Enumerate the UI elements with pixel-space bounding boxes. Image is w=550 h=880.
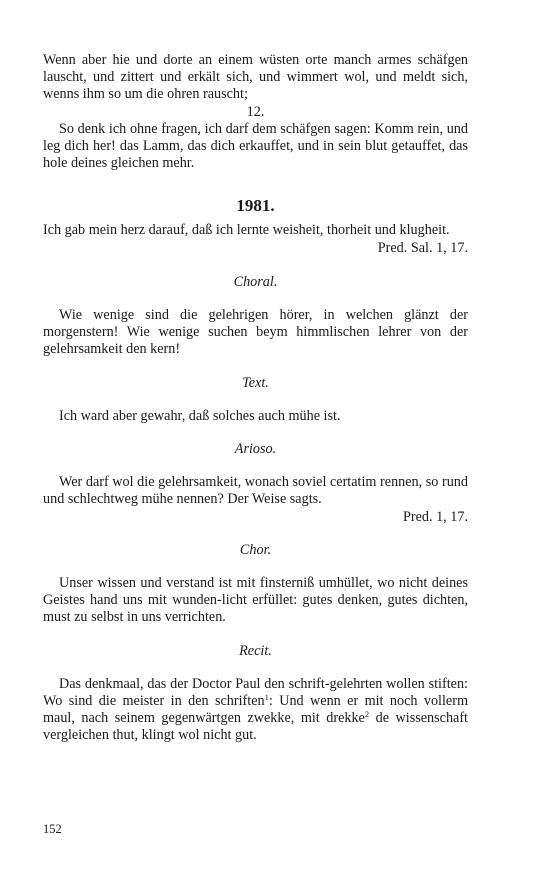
text-body: Ich ward aber gewahr, daß solches auch mühe ist.	[59, 407, 341, 424]
hymn-number: 1981.	[236, 196, 275, 216]
page-body	[43, 52, 468, 745]
chor-text: Unser wissen und verstand ist mit finsterniß umhüllet, wo nicht deines Geistes hand uns mit wunden-licht erfüllet: gutes denken, gutes dichten, must zu selbst in uns verrichten.	[43, 575, 468, 626]
chor-heading: Chor.	[239, 541, 272, 558]
arioso-reference: Pred. 1, 17.	[402, 508, 468, 525]
recit-text-part-2: : Und wenn er mit noch vollerm maul, nach seinem gegenwärtgen zwekke, mit drekke	[43, 693, 468, 727]
recit-text-part-3: de wissenschaft vergleichen thut, klingt wol nicht gut.	[43, 710, 469, 744]
page-number: 152	[43, 822, 62, 836]
verse-11-text: Wenn aber hie und dorte an einem wüsten orte manch armes schäfgen lauscht, und zittert und erkält sich, und wimmert wol, und meldt sich, wenns ihm so um die ohren rauscht;	[43, 52, 468, 103]
footnote-marker-2: 2	[364, 709, 370, 720]
recit-heading: Recit.	[239, 642, 272, 659]
arioso-text: Wer darf wol die gelehrsamkeit, wonach soviel certatim rennen, so rund und schlechtweg mühe nennen? Der Weise sagts.	[43, 474, 468, 508]
footnote-marker-1: 1	[264, 692, 269, 703]
recit-text-part-1: Das denkmaal, das der Doctor Paul den schrift-gelehrten wollen stiften: Wo sind die meister in den schriften	[43, 675, 468, 710]
motto-text: Ich gab mein herz darauf, daß ich lernte weisheit, thorheit und klugheit.	[43, 222, 450, 239]
verse-12-number: 12.	[246, 103, 265, 120]
text-heading: Text.	[242, 374, 269, 391]
arioso-heading: Arioso.	[234, 441, 277, 458]
recit-text	[43, 676, 468, 745]
motto-reference: Pred. Sal. 1, 17.	[377, 239, 468, 256]
choral-heading: Choral.	[233, 273, 278, 290]
verse-12-text: So denk ich ohne fragen, ich darf dem schäfgen sagen: Komm rein, und leg dich her! das Lamm, das dich erkauffet, und in sein blut getauffet, das hole deines gleichen mehr.	[43, 120, 468, 172]
choral-text: Wie wenige sind die gelehrigen hörer, in welchen glänzt der morgenstern! Wie wenige suchen beym himmlischen lehrer von der gelehrsamkeit den kern!	[43, 307, 468, 358]
